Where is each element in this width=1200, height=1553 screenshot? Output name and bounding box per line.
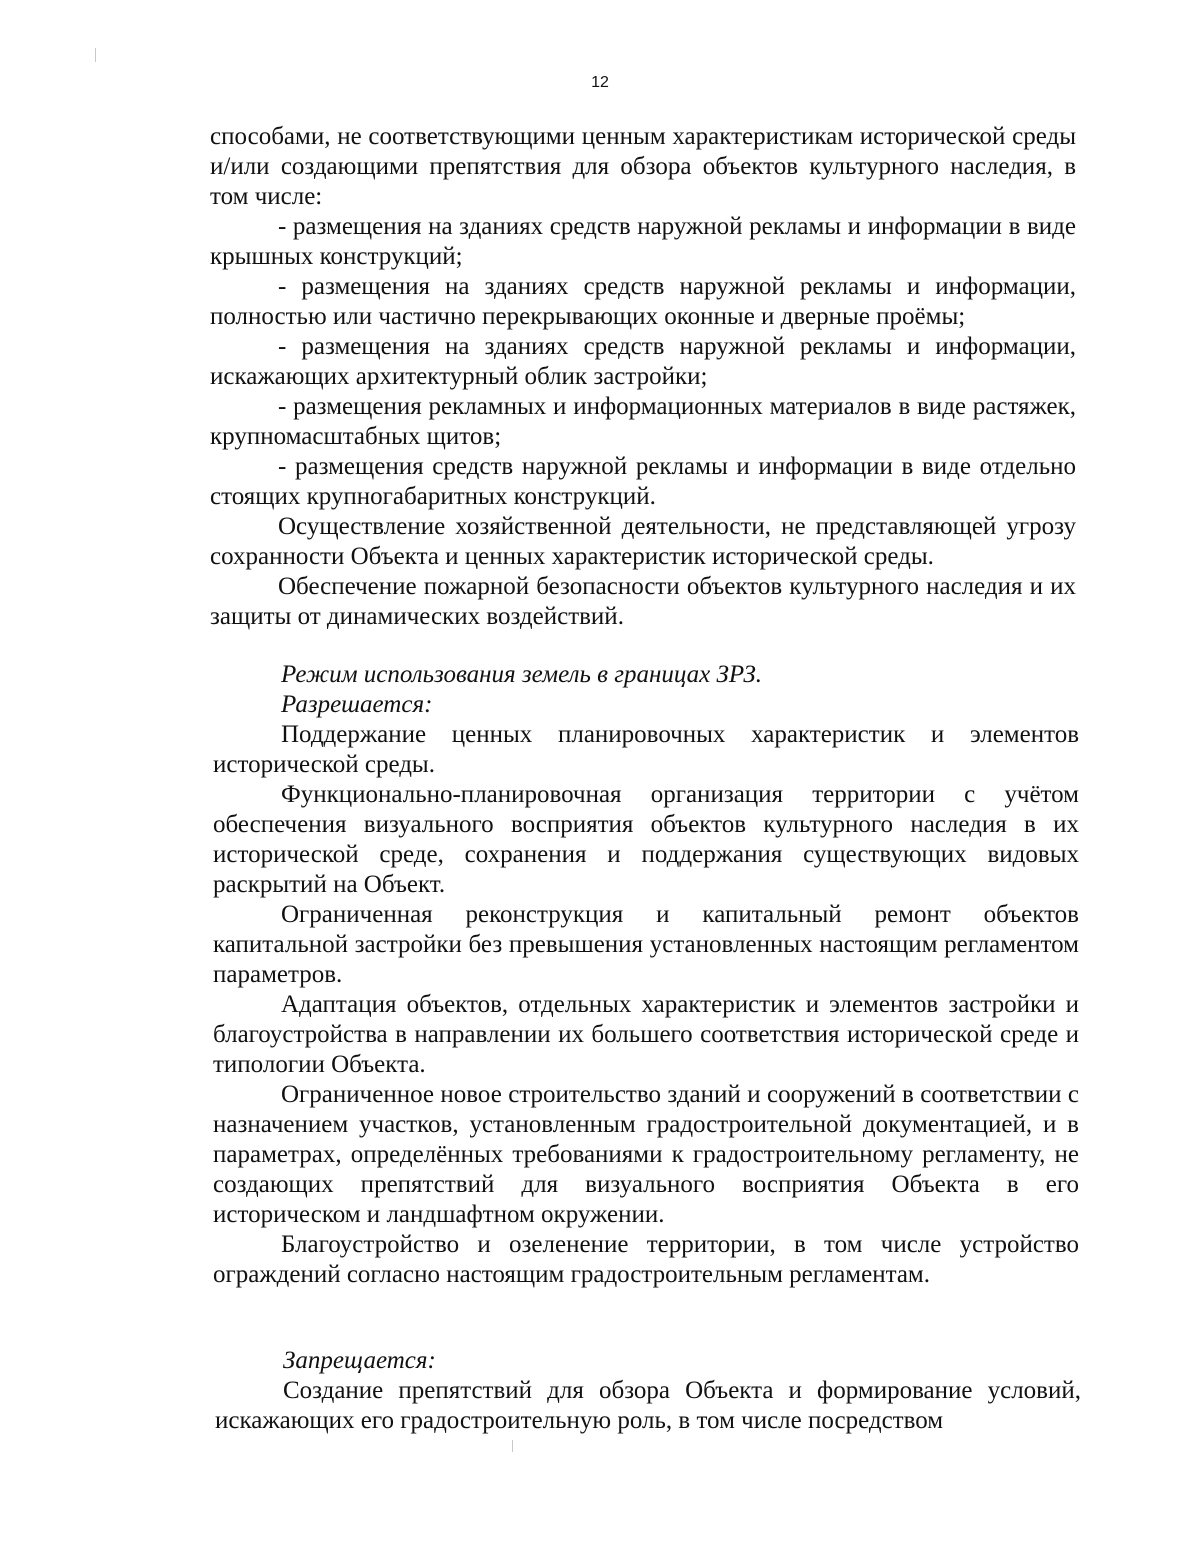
list-item: - размещения рекламных и информационных материалов в виде растяжек, крупномасштабных щитов; xyxy=(210,393,1076,450)
scan-artifact xyxy=(512,1440,513,1452)
list-item: - размещения на зданиях средств наружной рекламы и информации, искажающих архитектурный облик застройки; xyxy=(210,333,1076,390)
page-number: 12 xyxy=(591,74,609,91)
list-item: - размещения на зданиях средств наружной рекламы и информации, полностью или частично перекрывающих оконные и дверные проёмы; xyxy=(210,273,1076,330)
section-2-text xyxy=(213,660,1079,1290)
section-1-text xyxy=(210,122,1076,632)
paragraph: Адаптация объектов, отдельных характеристик и элементов застройки и благоустройства в направлении их большего соответствия исторической среде и типологии Объекта. xyxy=(213,991,1079,1078)
paragraph: Обеспечение пожарной безопасности объектов культурного наследия и их защиты от динамических воздействий. xyxy=(210,573,1076,630)
list-item: - размещения на зданиях средств наружной рекламы и информации в виде крышных конструкций; xyxy=(210,213,1076,270)
paragraph: Создание препятствий для обзора Объекта и формирование условий, искажающих его градостроительную роль, в том числе посредством xyxy=(215,1377,1081,1434)
paragraph: Благоустройство и озеленение территории, в том числе устройство ограждений согласно настоящим градостроительным регламентам. xyxy=(213,1231,1079,1288)
section-heading: Режим использования земель в границах ЗРЗ. xyxy=(281,661,762,688)
paragraph: способами, не соответствующими ценным характеристикам исторической среды и/или создающими препятствия для обзора объектов культурного наследия, в том числе: xyxy=(210,123,1076,210)
list-item: - размещения средств наружной рекламы и информации в виде отдельно стоящих крупногабаритных конструкций. xyxy=(210,453,1076,510)
paragraph: Осуществление хозяйственной деятельности, не представляющей угрозу сохранности Объекта и ценных характеристик исторической среды. xyxy=(210,513,1076,570)
paragraph: Ограниченное новое строительство зданий и сооружений в соответствии с назначением участков, установленным градостроительной документацией, и в параметрах, определённых требованиями к градостроительному регламенту, не создающих препятствий для визуального восприятия Объекта в его историческом и ландшафтном окружении. xyxy=(213,1081,1079,1228)
paragraph: Ограниченная реконструкция и капитальный ремонт объектов капитальной застройки без превышения установленных настоящим регламентом параметров. xyxy=(213,901,1079,988)
paragraph: Функционально-планировочная организация территории с учётом обеспечения визуального восприятия объектов культурного наследия в их исторической среде, сохранения и поддержания существующих видовых раскрытий на Объект. xyxy=(213,781,1079,898)
section-subheading-allowed: Разрешается: xyxy=(281,691,433,718)
section-subheading-prohibited: Запрещается: xyxy=(283,1347,436,1374)
scan-artifact xyxy=(95,48,96,62)
section-3-text xyxy=(215,1346,1081,1436)
paragraph: Поддержание ценных планировочных характеристик и элементов исторической среды. xyxy=(213,721,1079,778)
